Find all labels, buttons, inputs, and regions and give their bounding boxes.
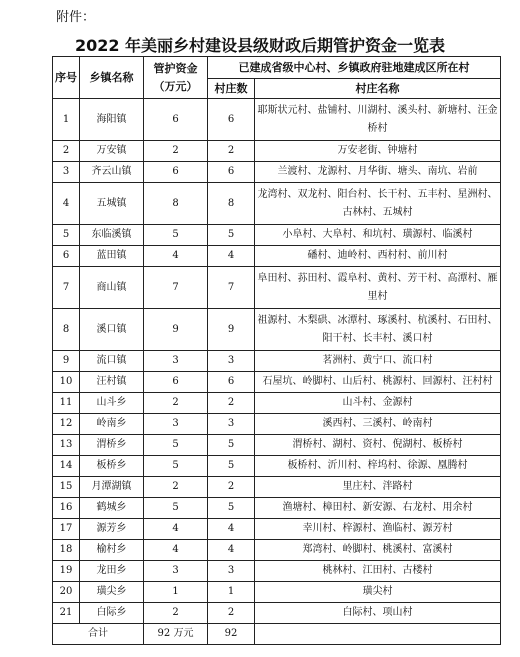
row-count: 4 (208, 519, 255, 540)
row-fund: 3 (144, 414, 208, 435)
attachment-label: 附件： (56, 10, 96, 25)
row-seq: 10 (53, 372, 80, 393)
row-count: 4 (208, 540, 255, 561)
table-row (53, 225, 501, 246)
row-count: 6 (208, 372, 255, 393)
row-fund: 8 (144, 183, 208, 225)
row-seq: 19 (53, 561, 80, 582)
row-count: 5 (208, 435, 255, 456)
row-villages: 里庄村、泮路村 (255, 477, 501, 498)
row-fund: 5 (144, 456, 208, 477)
table-row (53, 603, 501, 624)
row-seq: 15 (53, 477, 80, 498)
row-township: 溪口镇 (80, 309, 144, 351)
row-count: 2 (208, 603, 255, 624)
row-villages: 璜尖村 (255, 582, 501, 603)
row-villages: 万安老街、钟塘村 (255, 141, 501, 162)
row-count: 1 (208, 582, 255, 603)
table-row (53, 498, 501, 519)
header-township: 乡镇名称 (80, 57, 144, 99)
row-count: 9 (208, 309, 255, 351)
table-row (53, 414, 501, 435)
row-villages: 耶斯状元村、盐铺村、川湖村、溪头村、新塘村、汪金桥村 (255, 99, 501, 141)
row-fund: 3 (144, 351, 208, 372)
row-township: 渭桥乡 (80, 435, 144, 456)
row-fund: 6 (144, 162, 208, 183)
table-row (53, 246, 501, 267)
row-villages: 山斗村、金源村 (255, 393, 501, 414)
row-count: 2 (208, 393, 255, 414)
row-township: 龙田乡 (80, 561, 144, 582)
table-row (53, 519, 501, 540)
row-township: 万安镇 (80, 141, 144, 162)
row-villages: 白际村、项山村 (255, 603, 501, 624)
row-villages: 磻村、迪岭村、西村村、前川村 (255, 246, 501, 267)
row-fund: 6 (144, 372, 208, 393)
row-fund: 1 (144, 582, 208, 603)
row-seq: 12 (53, 414, 80, 435)
total-villages (255, 624, 501, 645)
row-township: 流口镇 (80, 351, 144, 372)
total-label: 合计 (53, 624, 144, 645)
row-seq: 5 (53, 225, 80, 246)
header-fund (144, 57, 208, 99)
row-count: 3 (208, 351, 255, 372)
row-count: 8 (208, 183, 255, 225)
row-fund: 6 (144, 99, 208, 141)
row-seq: 2 (53, 141, 80, 162)
total-fund: 92 万元 (144, 624, 208, 645)
row-township: 岭南乡 (80, 414, 144, 435)
table-row (53, 561, 501, 582)
table-row (53, 183, 501, 225)
row-seq: 18 (53, 540, 80, 561)
table-row (53, 582, 501, 603)
row-township: 璜尖乡 (80, 582, 144, 603)
table-row (53, 435, 501, 456)
header-group: 已建成省级中心村、乡镇政府驻地建成区所在村 (208, 57, 501, 79)
header-seq: 序号 (53, 57, 80, 99)
table-row (53, 456, 501, 477)
table-row (53, 99, 501, 141)
row-township: 商山镇 (80, 267, 144, 309)
page-title: 2022 年美丽乡村建设县级财政后期管护资金一览表 (74, 36, 446, 55)
table-row (53, 540, 501, 561)
row-villages: 龙湾村、双龙村、阳台村、长干村、五丰村、星洲村、古林村、五城村 (255, 183, 501, 225)
row-fund: 4 (144, 540, 208, 561)
row-township: 汪村镇 (80, 372, 144, 393)
row-villages: 幸川村、梓源村、渔临村、源芳村 (255, 519, 501, 540)
row-villages: 阜田村、荪田村、霞阜村、黄村、芳干村、高潭村、雁里村 (255, 267, 501, 309)
row-villages: 小阜村、大阜村、和坑村、璜源村、临溪村 (255, 225, 501, 246)
row-township: 白际乡 (80, 603, 144, 624)
row-township: 榆村乡 (80, 540, 144, 561)
row-seq: 13 (53, 435, 80, 456)
row-township: 山斗乡 (80, 393, 144, 414)
row-villages: 渔塘村、樟田村、新安源、右龙村、用余村 (255, 498, 501, 519)
row-seq: 4 (53, 183, 80, 225)
table-body (53, 99, 501, 624)
row-township: 五城镇 (80, 183, 144, 225)
row-count: 6 (208, 162, 255, 183)
fund-table (52, 56, 501, 645)
row-seq: 1 (53, 99, 80, 141)
row-fund: 5 (144, 225, 208, 246)
row-seq: 9 (53, 351, 80, 372)
row-fund: 7 (144, 267, 208, 309)
row-count: 5 (208, 456, 255, 477)
header-fund-line2: （万元） (153, 79, 198, 93)
row-fund: 5 (144, 498, 208, 519)
row-seq: 14 (53, 456, 80, 477)
table-row (53, 372, 501, 393)
row-count: 5 (208, 498, 255, 519)
row-township: 板桥乡 (80, 456, 144, 477)
row-township: 蓝田镇 (80, 246, 144, 267)
row-seq: 17 (53, 519, 80, 540)
row-villages: 桃林村、江田村、古楼村 (255, 561, 501, 582)
row-fund: 2 (144, 477, 208, 498)
row-fund: 2 (144, 603, 208, 624)
row-township: 海阳镇 (80, 99, 144, 141)
row-seq: 21 (53, 603, 80, 624)
row-fund: 2 (144, 393, 208, 414)
header-fund-line1: 管护资金 (153, 61, 198, 75)
row-villages: 板桥村、沂川村、梓坞村、徐源、凰腾村 (255, 456, 501, 477)
table-row (53, 162, 501, 183)
row-township: 鹤城乡 (80, 498, 144, 519)
row-township: 月潭湖镇 (80, 477, 144, 498)
row-count: 3 (208, 414, 255, 435)
table-row (53, 141, 501, 162)
row-fund: 9 (144, 309, 208, 351)
row-count: 3 (208, 561, 255, 582)
row-count: 6 (208, 99, 255, 141)
table-row (53, 351, 501, 372)
total-count: 92 (208, 624, 255, 645)
row-count: 5 (208, 225, 255, 246)
row-villages: 郑湾村、岭脚村、桃溪村、富溪村 (255, 540, 501, 561)
row-fund: 4 (144, 246, 208, 267)
row-township: 东临溪镇 (80, 225, 144, 246)
row-fund: 5 (144, 435, 208, 456)
row-township: 齐云山镇 (80, 162, 144, 183)
row-villages: 渭桥村、湖村、资村、倪湖村、板桥村 (255, 435, 501, 456)
row-fund: 2 (144, 141, 208, 162)
row-seq: 7 (53, 267, 80, 309)
header-village-count: 村庄数 (208, 79, 255, 99)
table-row (53, 477, 501, 498)
row-count: 2 (208, 141, 255, 162)
row-seq: 20 (53, 582, 80, 603)
row-villages: 兰渡村、龙源村、月华街、塘头、南坑、岩前 (255, 162, 501, 183)
row-seq: 11 (53, 393, 80, 414)
table-row (53, 267, 501, 309)
row-seq: 8 (53, 309, 80, 351)
row-count: 7 (208, 267, 255, 309)
row-township: 源芳乡 (80, 519, 144, 540)
row-seq: 16 (53, 498, 80, 519)
table-row (53, 309, 501, 351)
row-fund: 4 (144, 519, 208, 540)
row-count: 2 (208, 477, 255, 498)
row-villages: 茗洲村、黄宁口、流口村 (255, 351, 501, 372)
table-row (53, 393, 501, 414)
row-count: 4 (208, 246, 255, 267)
row-villages: 祖源村、木梨硔、冰潭村、琢溪村、杭溪村、石田村、阳干村、长丰村、溪口村 (255, 309, 501, 351)
header-village-names: 村庄名称 (255, 79, 501, 99)
row-seq: 6 (53, 246, 80, 267)
row-villages: 石屋坑、岭脚村、山后村、桃源村、回源村、汪村村 (255, 372, 501, 393)
row-fund: 3 (144, 561, 208, 582)
row-seq: 3 (53, 162, 80, 183)
row-villages: 溪西村、三溪村、岭南村 (255, 414, 501, 435)
